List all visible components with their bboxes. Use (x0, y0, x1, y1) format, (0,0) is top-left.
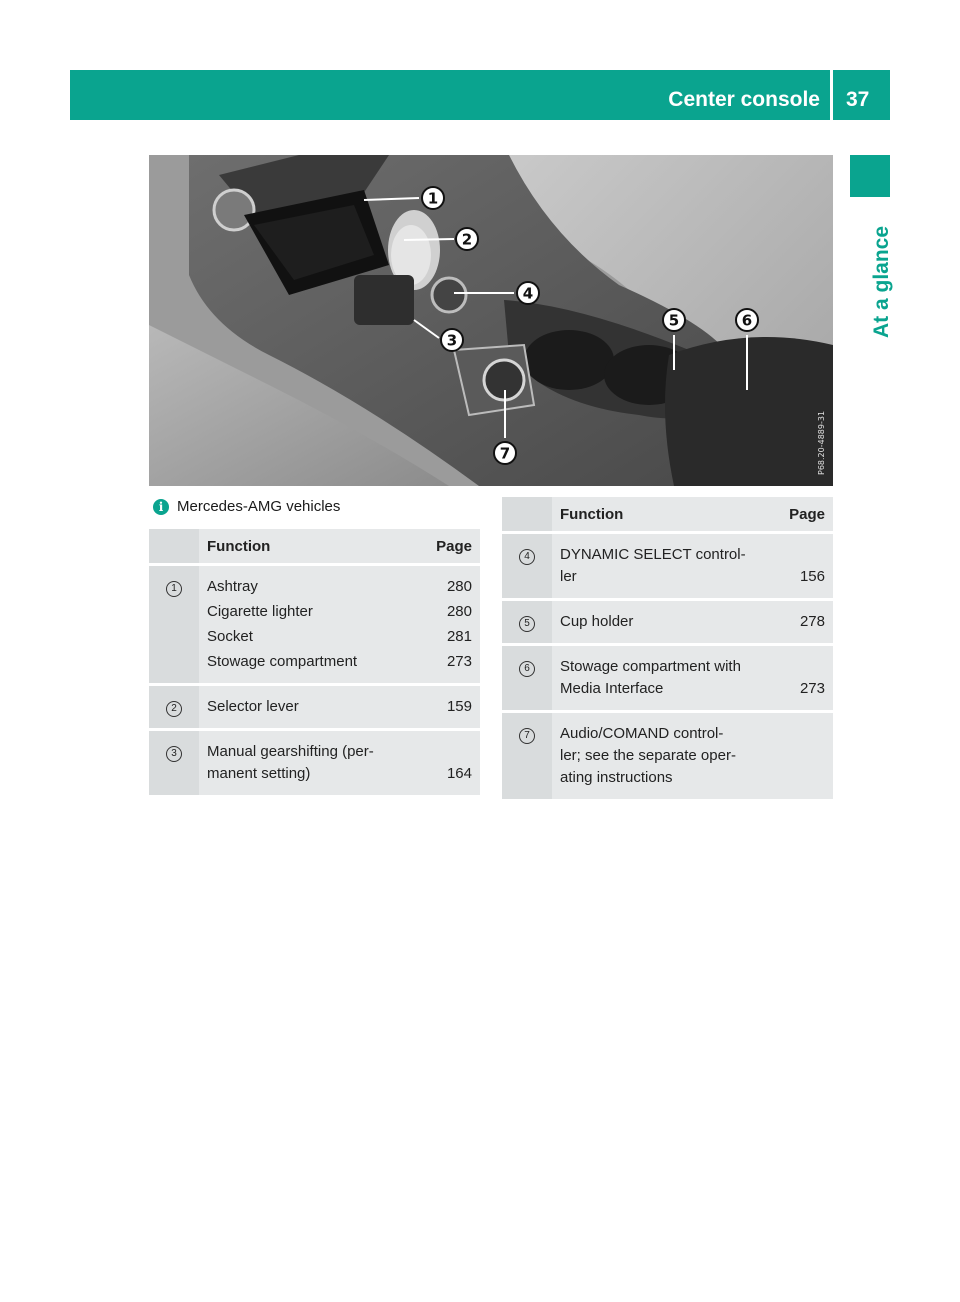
header-function: Function (552, 497, 773, 534)
svg-text:7: 7 (499, 444, 511, 463)
table-row (502, 534, 833, 601)
function-text: Cup holder (560, 613, 634, 630)
function-text: manent setting) (207, 765, 311, 782)
header-divider (830, 70, 833, 120)
callout-7 (494, 442, 516, 464)
header-key (149, 529, 199, 566)
svg-text:4: 4 (522, 284, 534, 303)
callout-6 (736, 309, 758, 331)
function-text: Manual gearshifting (per- (207, 743, 374, 760)
page-ref: 164 (420, 731, 480, 798)
function-text: Cigarette lighter (207, 603, 313, 620)
callout-number-badge: 3 (166, 746, 182, 762)
table-row (502, 713, 833, 802)
page-ref: 281 (446, 628, 472, 645)
callout-5 (663, 309, 685, 331)
table-row (149, 731, 480, 798)
function-text: DYNAMIC SELECT control- (560, 546, 746, 563)
svg-text:3: 3 (446, 331, 458, 350)
note-text: Mercedes-AMG vehicles (177, 498, 341, 515)
function-table-right (502, 497, 833, 802)
function-text: Media Interface (560, 680, 664, 697)
table-row (149, 566, 480, 686)
info-icon: i (153, 499, 169, 515)
function-text: Ashtray (207, 578, 258, 595)
header-key (502, 497, 552, 534)
page-ref (773, 713, 833, 802)
page-ref: 273 (446, 653, 472, 670)
svg-text:6: 6 (741, 311, 753, 330)
callout-1 (422, 187, 444, 209)
table-row (502, 646, 833, 713)
function-text: Audio/COMAND control- (560, 725, 724, 742)
page-ref: 280 (446, 603, 472, 620)
side-tab-label: At a glance (870, 225, 893, 338)
header-function: Function (199, 529, 420, 566)
side-tab (845, 200, 895, 340)
svg-text:5: 5 (668, 311, 680, 330)
page-ref: 273 (773, 646, 833, 713)
callout-4 (517, 282, 539, 304)
svg-text:1: 1 (427, 189, 439, 208)
callout-number-badge: 1 (166, 581, 182, 597)
function-table-left (149, 529, 480, 798)
image-code: P68.20-4889-31 (817, 410, 826, 475)
page-ref: 156 (773, 534, 833, 601)
page-ref: 280 (446, 578, 472, 595)
page-number: 37 (846, 88, 870, 111)
function-text: ating instructions (560, 769, 673, 786)
callout-2 (456, 228, 478, 250)
center-console-photo (149, 155, 833, 486)
function-text: ler; see the separate oper- (560, 747, 736, 764)
info-note (153, 498, 340, 515)
table-row (502, 601, 833, 646)
callout-number-badge: 2 (166, 701, 182, 717)
callout-number-badge: 7 (519, 728, 535, 744)
callout-3 (441, 329, 463, 351)
section-title: Center console (668, 88, 820, 111)
page-ref: 159 (420, 686, 480, 731)
side-tab-marker (850, 155, 890, 197)
table-row (149, 686, 480, 731)
callout-number-badge: 5 (519, 616, 535, 632)
function-text: Selector lever (207, 698, 299, 715)
svg-text:2: 2 (461, 230, 473, 249)
function-text: Stowage compartment (207, 653, 358, 670)
header-bar (70, 70, 890, 120)
header-page: Page (773, 497, 833, 534)
header-page: Page (420, 529, 480, 566)
page-ref: 278 (773, 601, 833, 646)
function-text: Stowage compartment with (560, 658, 741, 675)
callout-number-badge: 4 (519, 549, 535, 565)
function-text: Socket (207, 628, 253, 645)
callout-number-badge: 6 (519, 661, 535, 677)
function-text: ler (560, 568, 577, 585)
